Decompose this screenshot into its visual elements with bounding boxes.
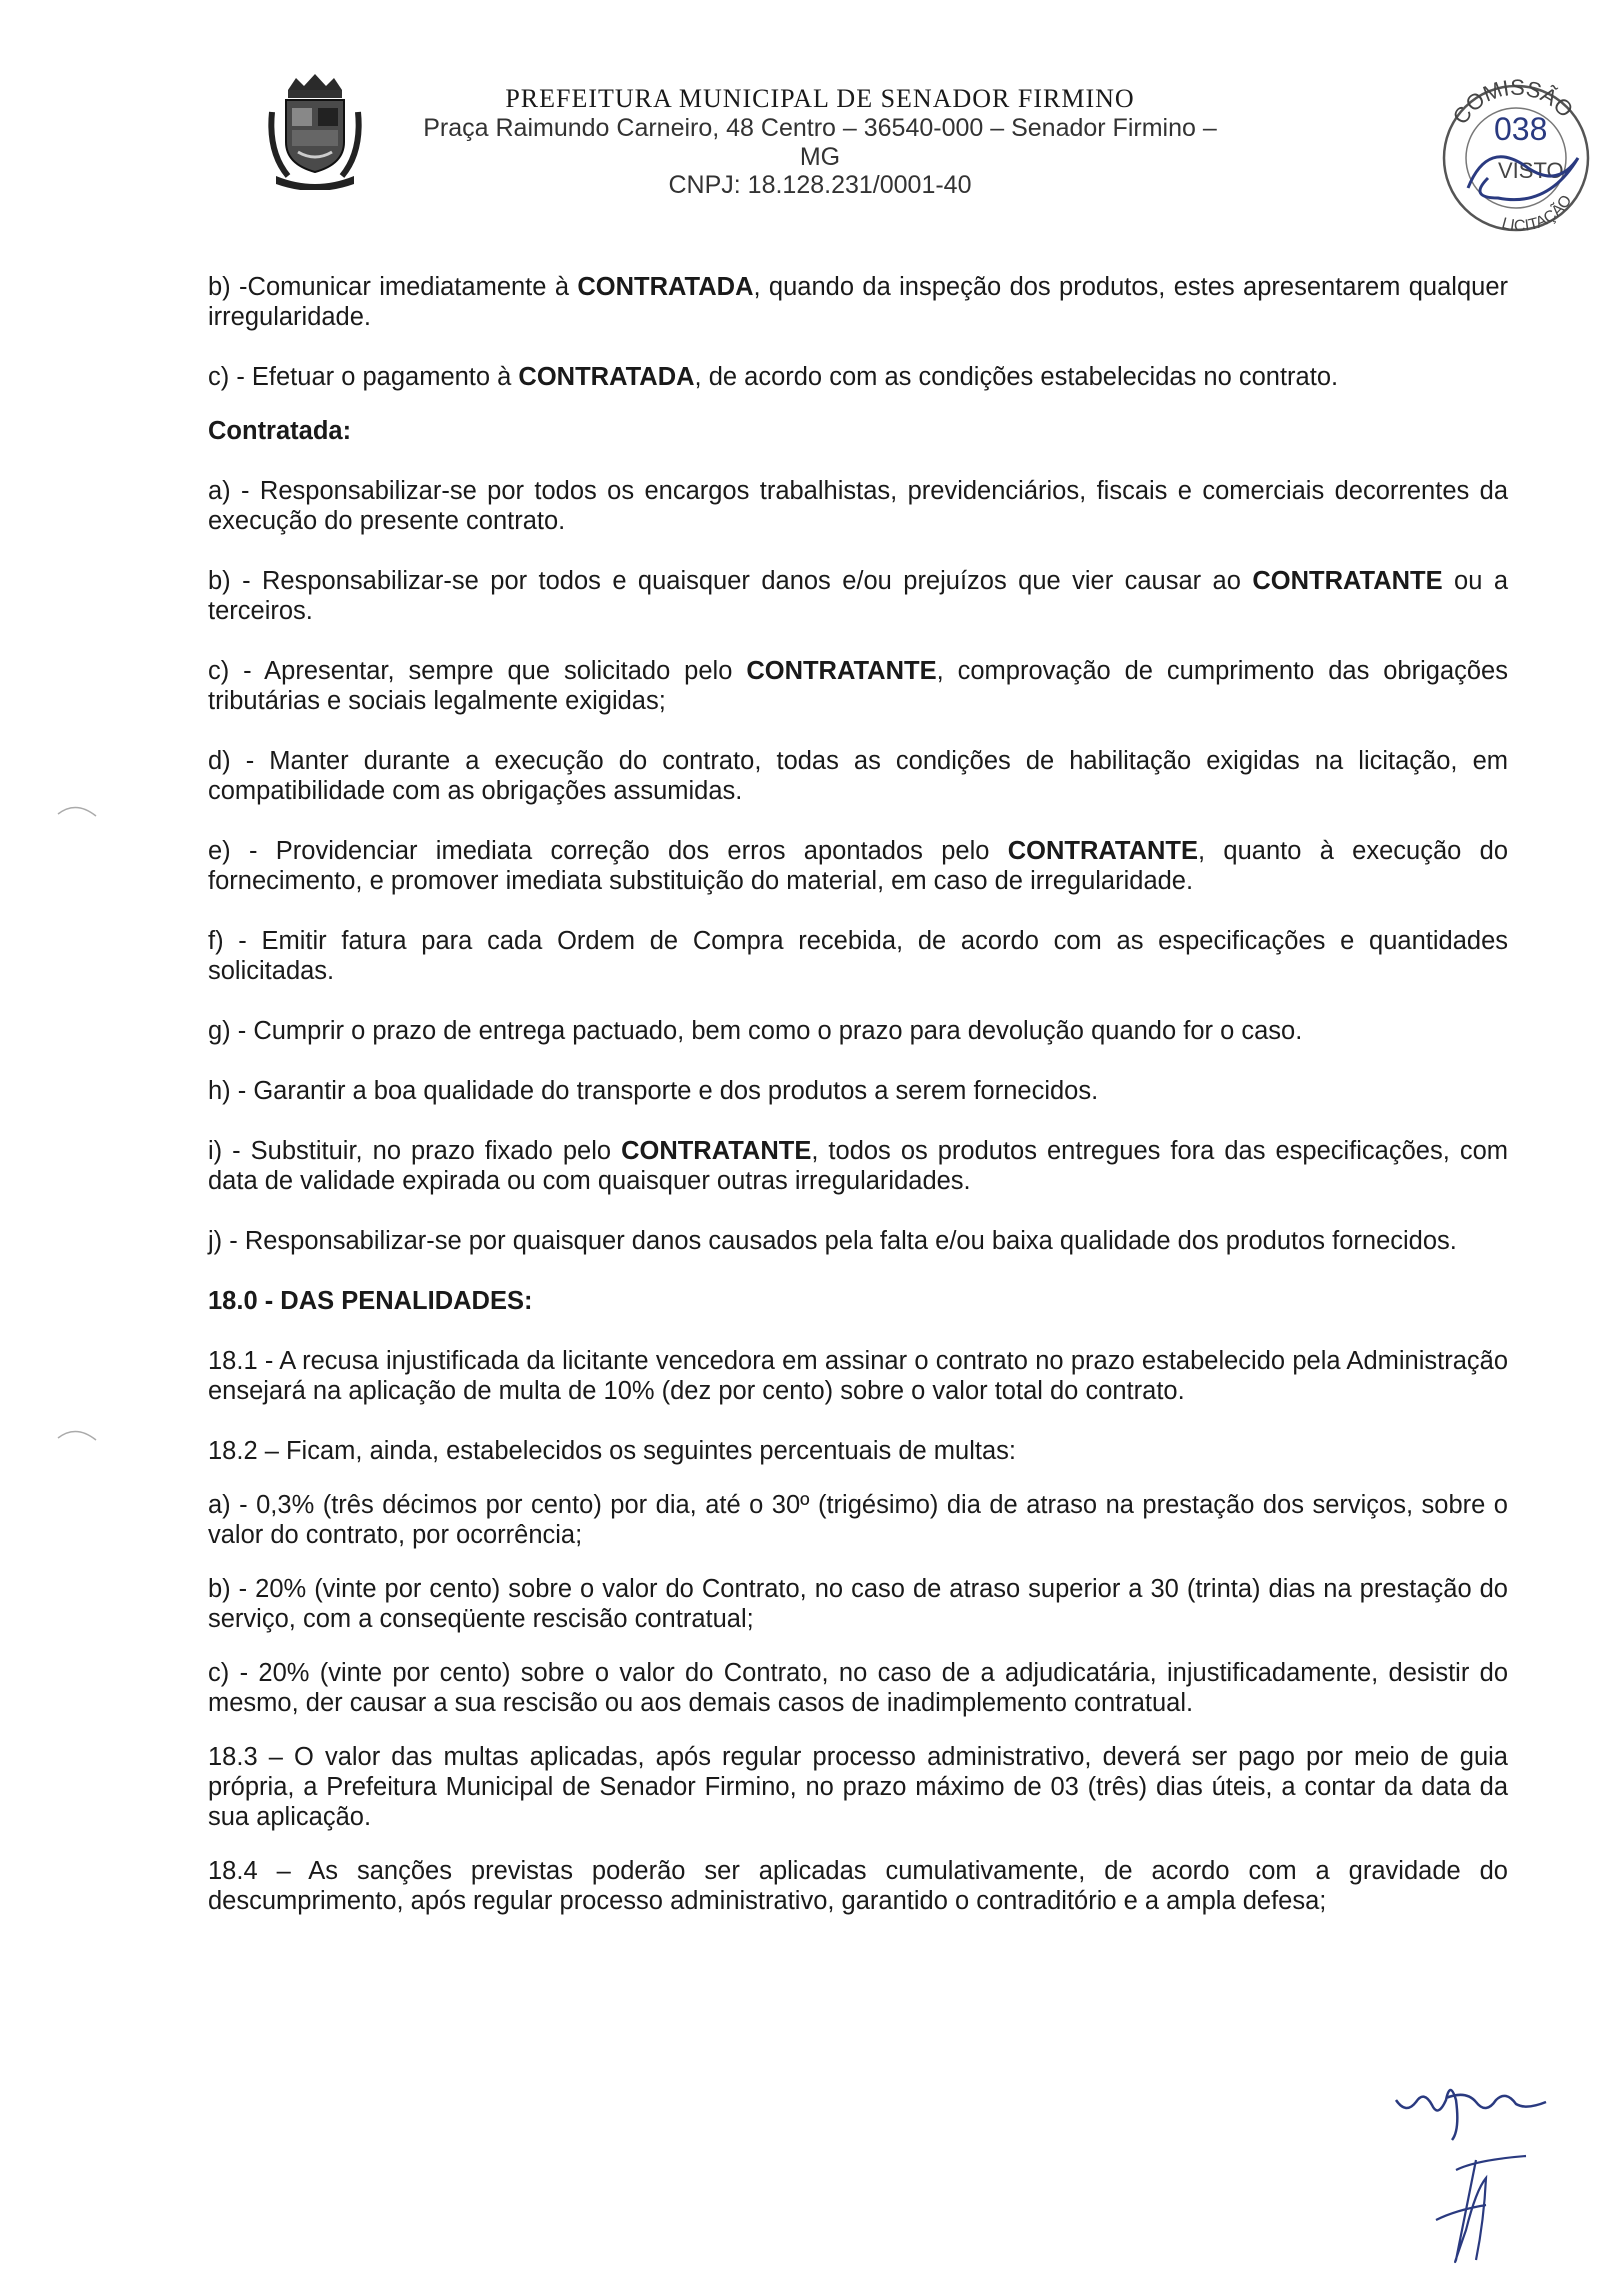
contratada-item-i: i) - Substituir, no prazo fixado pelo CONTRATANTE, todos os produtos entregues fora das especificações, com data de validade expirada ou com quaisquer outras irregularidades. (208, 1137, 1508, 1195)
contratada-heading: Contratada: (208, 417, 352, 445)
contratante-item-c: c) - Efetuar o pagamento à CONTRATADA, de acordo com as condições estabelecidas no contrato. (208, 363, 1339, 391)
contratada-item-e: e) - Providenciar imediata correção dos erros apontados pelo CONTRATANTE, quanto à execução do fornecimento, e promover imediata substituição do material, em caso de irregularidade. (208, 837, 1508, 895)
contratada-item-d: d) - Manter durante a execução do contrato, todas as condições de habilitação exigidas na licitação, em compatibilidade com as obrigações assumidas. (208, 747, 1508, 805)
contratada-item-a: a) - Responsabilizar-se por todos os encargos trabalhistas, previdenciários, fiscais e comerciais decorrentes da execução do presente contrato. (208, 477, 1508, 535)
contratada-item-f: f) - Emitir fatura para cada Ordem de Compra recebida, de acordo com as especificações e quantidades solicitadas. (208, 927, 1508, 985)
contratada-item-j: j) - Responsabilizar-se por quaisquer danos causados pela falta e/ou baixa qualidade dos produtos fornecidos. (208, 1227, 1457, 1255)
contratada-item-c: c) - Apresentar, sempre que solicitado pelo CONTRATANTE, comprovação de cumprimento das obrigações tributárias e sociais legalmente exigidas; (208, 657, 1508, 715)
clause-18-1: 18.1 - A recusa injustificada da licitante vencedora em assinar o contrato no prazo estabelecido pela Administração ensejará na aplicação de multa de 10% (dez por cento) sobre o valor total do contrato. (208, 1347, 1508, 1405)
prefeitura-cnpj: CNPJ: 18.128.231/0001-40 (668, 171, 972, 200)
contratada-item-g: g) - Cumprir o prazo de entrega pactuado, bem como o prazo para devolução quando for o caso. (208, 1017, 1303, 1045)
stamp-top-text: COMISSÃO (1447, 74, 1579, 129)
handwritten-signature (1376, 2060, 1576, 2270)
contratante-item-b: b) -Comunicar imediatamente à CONTRATADA, quando da inspeção dos produtos, estes apresentarem qualquer irregularidade. (208, 273, 1509, 331)
commission-stamp (1428, 58, 1600, 238)
clause-18-3: 18.3 – O valor das multas aplicadas, após regular processo administrativo, deverá ser pago por meio de guia própria, a Prefeitura Municipal de Senador Firmino, no prazo máximo de 03 (três) dias úteis, a contar da data da sua aplicação. (208, 1743, 1508, 1831)
penalidades-heading: 18.0 - DAS PENALIDADES: (208, 1287, 533, 1315)
document-body (208, 272, 1508, 1940)
clause-18-4: 18.4 – As sanções previstas poderão ser aplicadas cumulativamente, de acordo com a gravidade do descumprimento, após regular processo administrativo, garantido o contraditório e a ampla defesa; (208, 1857, 1508, 1915)
margin-mark-icon (56, 1424, 98, 1444)
prefeitura-address: Praça Raimundo Carneiro, 48 Centro – 36540-000 – Senador Firmino – MG (423, 113, 1217, 171)
contratada-item-h: h) - Garantir a boa qualidade do transporte e dos produtos a serem fornecidos. (208, 1077, 1099, 1105)
clause-18-2: 18.2 – Ficam, ainda, estabelecidos os seguintes percentuais de multas: (208, 1437, 1016, 1465)
stamp-number: 038 (1494, 111, 1548, 147)
stamp-bottom-text: LICITAÇÃO (1499, 192, 1576, 235)
prefeitura-title: PREFEITURA MUNICIPAL DE SENADOR FIRMINO (505, 84, 1135, 113)
stamp-middle-text: VISTO (1498, 158, 1564, 183)
municipal-crest-icon (268, 72, 362, 190)
contratada-item-b: b) - Responsabilizar-se por todos e quaisquer danos e/ou prejuízos que vier causar ao CONTRATANTE ou a terceiros. (208, 567, 1508, 625)
letterhead (400, 84, 1240, 200)
clause-18-2-b: b) - 20% (vinte por cento) sobre o valor do Contrato, no caso de atraso superior a 30 (trinta) dias na prestação do serviço, com a conseqüente rescisão contratual; (208, 1575, 1508, 1633)
clause-18-2-c: c) - 20% (vinte por cento) sobre o valor do Contrato, no caso de a adjudicatária, injustificadamente, desistir do mesmo, der causar a sua rescisão ou aos demais casos de inadimplemento contratual. (208, 1659, 1508, 1717)
margin-mark-icon (56, 800, 98, 820)
clause-18-2-a: a) - 0,3% (três décimos por cento) por dia, até o 30º (trigésimo) dia de atraso na prestação dos serviços, sobre o valor do contrato, por ocorrência; (208, 1491, 1508, 1549)
